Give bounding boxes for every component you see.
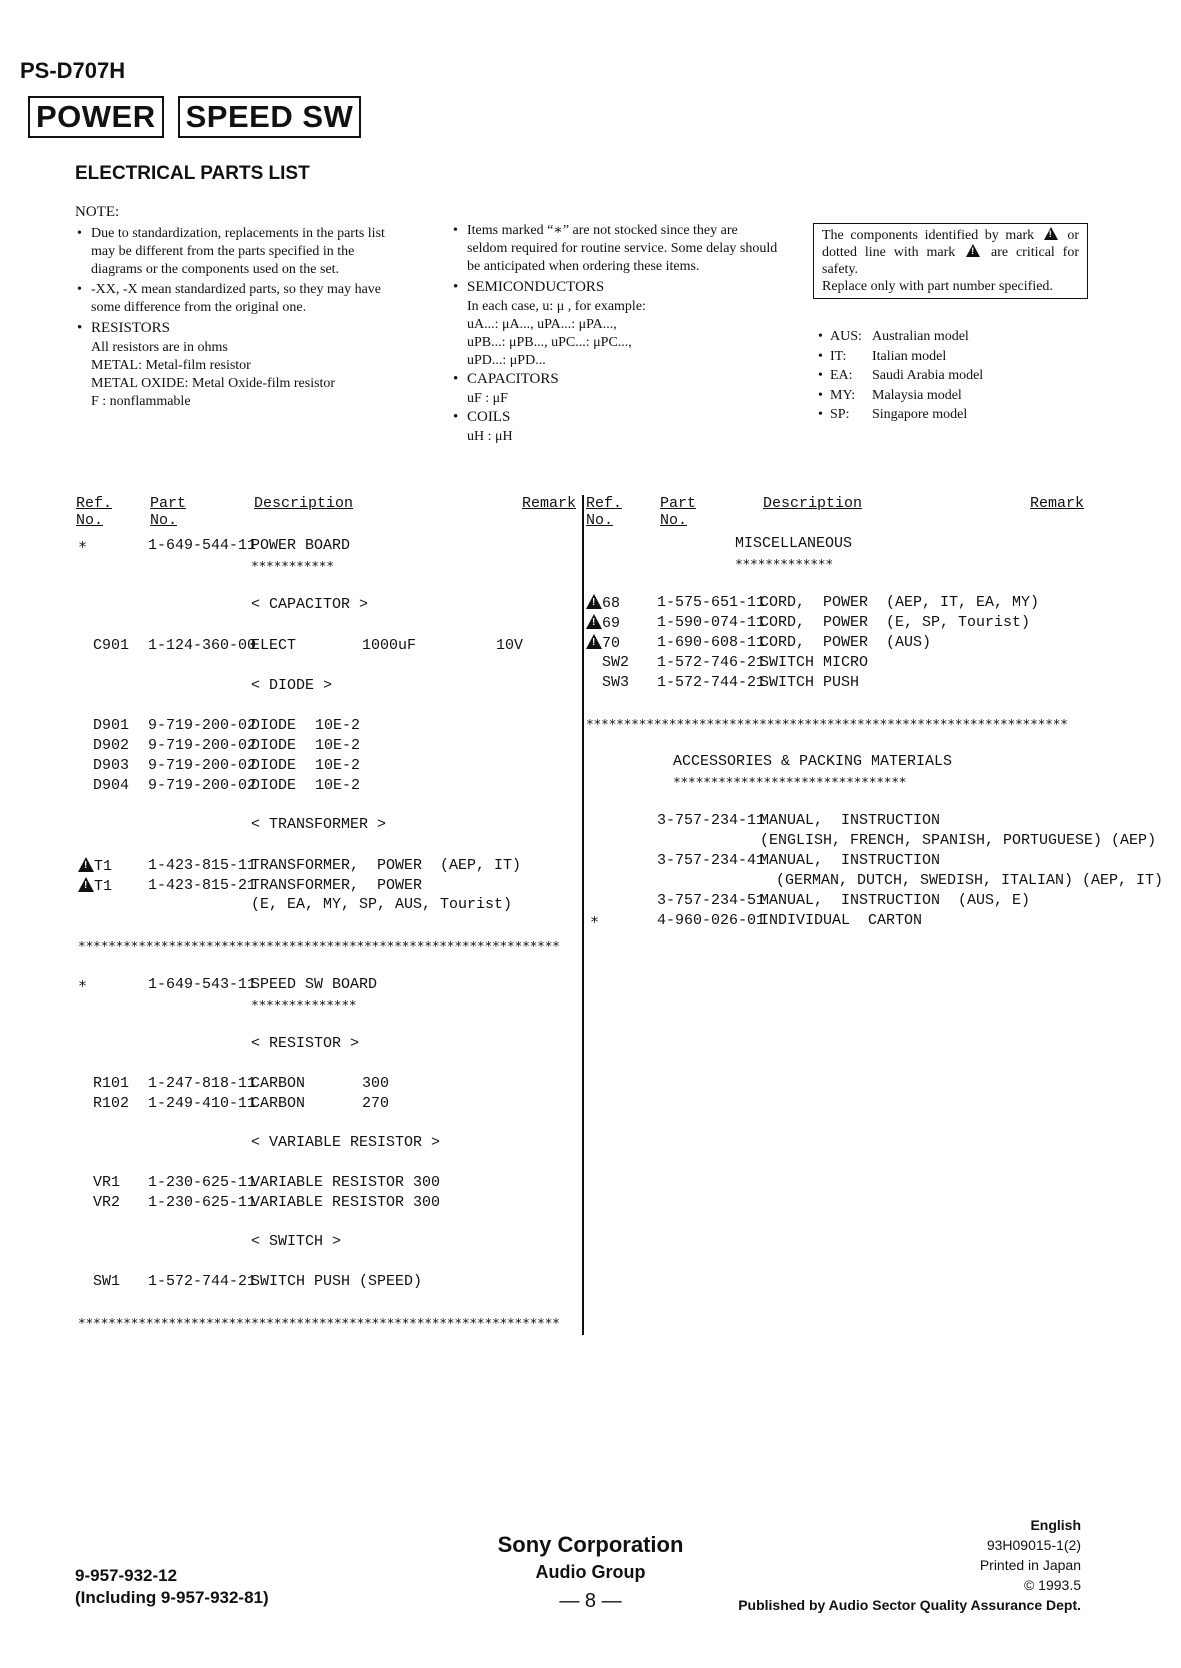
legend-item: • IT: Italian model [818,348,947,364]
note-resistor-metal: METAL: Metal-film resistor [91,358,251,373]
part-no: 1-572-744-21 [657,674,766,691]
separator-stars: ∗∗∗∗∗∗∗∗∗∗∗∗∗∗∗∗∗∗∗∗∗∗∗∗∗∗∗∗∗∗∗∗∗∗∗∗∗∗∗∗∗∗∗∗∗∗∗∗∗∗∗∗∗∗∗∗∗∗∗∗∗∗∗∗ [78,1314,560,1329]
legend-item: • EA: Saudi Arabia model [818,368,984,383]
col-remark-right: Remark [1030,495,1085,512]
part-no: 1-124-360-00 [148,637,257,654]
note-semi-2: uA...: μA..., uPA...: μPA..., [467,317,617,332]
value: 10E-2 [315,757,361,774]
group-heading: < DIODE > [251,677,333,694]
col-desc-right: Description [763,495,863,512]
group-name: Audio Group [535,1562,646,1582]
description-cont: (GERMAN, DUTCH, SWEDISH, ITALIAN) (AEP, IT) [776,872,1164,889]
legend-item: • MY: Malaysia model [818,387,962,403]
safety-notice-box [813,223,1088,299]
model-number: PS-D707H [20,58,126,83]
ref-no: VR1 [93,1174,121,1191]
part-no: 9-719-200-02 [148,777,257,794]
description: SWITCH PUSH [760,674,860,691]
warning-triangle-icon [586,634,602,649]
ref-no: D902 [93,737,130,754]
description: CORD, POWER (AEP, IT, EA, MY) [760,594,1040,611]
stars-line: ∗∗∗∗∗∗∗∗∗∗∗ [251,557,334,572]
part-no: 1-247-818-11 [148,1075,257,1092]
part-no: 1-572-744-21 [148,1273,257,1290]
stars-line: ∗∗∗∗∗∗∗∗∗∗∗∗∗ [735,555,833,570]
part-no: 1-230-625-11 [148,1194,257,1211]
part-no: 1-575-651-11 [657,594,766,611]
part-no: 1-649-544-11 [148,537,257,554]
description: TRANSFORMER, POWER [251,877,423,894]
note-resistor-f: F : nonflammable [91,394,191,409]
note-semiconductors: • SEMICONDUCTORS [451,278,781,296]
note-capacitors: • CAPACITORS [451,370,781,388]
model-legend [818,327,983,425]
safety-text-3: are critical for safety. [822,245,1080,277]
notes-col-1 [75,203,405,411]
part-no: 1-423-815-21 [148,877,257,894]
ref-no: R101 [93,1075,130,1092]
separator-stars: ∗∗∗∗∗∗∗∗∗∗∗∗∗∗∗∗∗∗∗∗∗∗∗∗∗∗∗∗∗∗∗∗∗∗∗∗∗∗∗∗∗∗∗∗∗∗∗∗∗∗∗∗∗∗∗∗∗∗∗∗∗∗∗∗ [586,715,1068,730]
remark: 10V [496,637,524,654]
ref-no: D903 [93,757,130,774]
description: CORD, POWER (E, SP, Tourist) [760,614,1031,631]
part-no: 1-590-074-11 [657,614,766,631]
group-heading: < SWITCH > [251,1233,342,1250]
safety-text-1: The components identified by mark [822,228,1035,243]
stars-line: ∗∗∗∗∗∗∗∗∗∗∗∗∗∗ [251,996,357,1011]
note-semi-3: uPB...: μPB..., uPC...: μPC..., [467,335,632,350]
print-code: 93H09015-1(2) [986,1537,1081,1553]
value: 300 [362,1075,390,1092]
note-standardization: • Due to standardization, replacements in the parts list may be different from the parts specified in the diagrams or the components used on the set. [75,225,405,279]
description: MANUAL, INSTRUCTION (AUS, E) [760,892,1031,909]
language: English [1030,1517,1081,1533]
description-cont: (E, EA, MY, SP, AUS, Tourist) [251,896,513,913]
col-part-left: Part No. [150,495,187,529]
col-part-right: Part No. [660,495,697,529]
tab-speed-sw: SPEED SW [178,96,362,138]
warning-triangle-icon [78,857,94,872]
value: 10E-2 [315,737,361,754]
value: 10E-2 [315,777,361,794]
section-tabs [28,96,361,138]
description: CORD, POWER (AUS) [760,634,932,651]
separator-stars: ∗∗∗∗∗∗∗∗∗∗∗∗∗∗∗∗∗∗∗∗∗∗∗∗∗∗∗∗∗∗∗∗∗∗∗∗∗∗∗∗∗∗∗∗∗∗∗∗∗∗∗∗∗∗∗∗∗∗∗∗∗∗∗∗ [78,937,560,952]
note-xx: • -XX, -X mean standardized parts, so they may have some difference from the original one. [75,281,405,317]
note-cap-1: uF : μF [467,391,508,406]
stars-line: ∗∗∗∗∗∗∗∗∗∗∗∗∗∗∗∗∗∗∗∗∗∗∗∗∗∗∗∗∗∗∗ [673,773,907,788]
value: 270 [362,1095,390,1112]
tab-power: POWER [28,96,164,138]
warning-triangle-icon [586,594,602,609]
printed-in: Printed in Japan [979,1557,1081,1573]
publisher: Published by Audio Sector Quality Assurance Dept. [738,1597,1081,1613]
ref-no: !70 [586,634,620,653]
ref-no: C901 [93,637,130,654]
page-heading: ELECTRICAL PARTS LIST [75,163,310,184]
description: SWITCH MICRO [760,654,869,671]
note-resistors: • RESISTORS [75,319,405,337]
part-no: 3-757-234-41 [657,852,766,869]
stock-mark: ∗ [78,976,88,993]
part-no: 9-719-200-02 [148,717,257,734]
description: INDIVIDUAL CARTON [760,912,923,929]
safety-text-2: or dotted line with mark [822,228,1080,260]
part-no: 3-757-234-51 [657,892,766,909]
ref-no: !69 [586,614,620,633]
stock-mark: ∗ [78,537,88,554]
note-title: NOTE: [75,204,120,220]
stock-mark: ∗ [590,912,600,929]
note-semi-4: uPD...: μPD... [467,353,546,368]
description: DIODE [251,777,297,794]
value: 1000uF [362,637,417,654]
part-no: 1-572-746-21 [657,654,766,671]
note-coil-1: uH : μH [467,429,513,444]
description: SWITCH PUSH (SPEED) [251,1273,423,1290]
document-number: 9-957-932-12 (Including 9-957-932-81) [75,1566,269,1607]
note-not-stocked: • Items marked “∗” are not stocked since they are seldom required for routine service. Some delay should be anticipated when ordering these items. [451,222,781,276]
ref-no: SW3 [602,674,630,691]
description: DIODE [251,757,297,774]
description: CARBON [251,1075,306,1092]
company-name: Sony Corporation [497,1532,684,1557]
description: ELECT [251,637,297,654]
safety-text-4: Replace only with part number specified. [822,279,1053,294]
publication-info [738,1515,1081,1615]
part-no: 1-249-410-11 [148,1095,257,1112]
notes-col-2 [451,222,781,446]
ref-no: R102 [93,1095,130,1112]
part-no: 1-649-543-11 [148,976,257,993]
group-heading: ACCESSORIES & PACKING MATERIALS [673,753,953,770]
ref-no: SW1 [93,1273,121,1290]
warning-triangle-icon [966,244,980,257]
note-semi-1: In each case, u: μ , for example: [467,299,646,314]
col-ref-right: Ref. No. [586,495,623,529]
note-resistor-oxide: METAL OXIDE: Metal Oxide-film resistor [91,376,336,391]
ref-no: SW2 [602,654,630,671]
description: VARIABLE RESISTOR 300 [251,1194,441,1211]
description: DIODE [251,737,297,754]
description: MANUAL, INSTRUCTION [760,852,941,869]
group-heading: < RESISTOR > [251,1035,360,1052]
page-number: — 8 — [559,1590,622,1612]
part-no: 3-757-234-11 [657,812,766,829]
description: MANUAL, INSTRUCTION [760,812,941,829]
legend-item: • SP: Singapore model [818,407,968,422]
group-heading: < TRANSFORMER > [251,816,387,833]
part-no: 1-230-625-11 [148,1174,257,1191]
part-no: 9-719-200-02 [148,737,257,754]
ref-no: !T1 [78,877,112,896]
note-coils: • COILS [451,408,781,426]
col-remark-left: Remark [522,495,577,512]
part-no: 1-423-815-11 [148,857,257,874]
value: 10E-2 [315,717,361,734]
part-no: 1-690-608-11 [657,634,766,651]
note-resistor-ohms: All resistors are in ohms [91,340,228,355]
ref-no: !68 [586,594,620,613]
warning-triangle-icon [78,877,94,892]
ref-no: D904 [93,777,130,794]
part-no: 4-960-026-01 [657,912,766,929]
group-heading: < CAPACITOR > [251,596,369,613]
description: DIODE [251,717,297,734]
description: TRANSFORMER, POWER (AEP, IT) [251,857,522,874]
ref-no: VR2 [93,1194,121,1211]
warning-triangle-icon [586,614,602,629]
warning-triangle-icon [1044,227,1058,240]
col-desc-left: Description [254,495,354,512]
board-title: SPEED SW BOARD [251,976,378,993]
description: CARBON [251,1095,306,1112]
part-no: 9-719-200-02 [148,757,257,774]
col-ref-left: Ref. No. [76,495,113,529]
description-cont: (ENGLISH, FRENCH, SPANISH, PORTUGUESE) (AEP) [760,832,1157,849]
ref-no: D901 [93,717,130,734]
legend-item: • AUS: Australian model [818,329,969,344]
description: VARIABLE RESISTOR 300 [251,1174,441,1191]
group-heading: < VARIABLE RESISTOR > [251,1134,441,1151]
ref-no: !T1 [78,857,112,876]
group-heading: MISCELLANEOUS [735,535,853,552]
board-title: POWER BOARD [251,537,351,554]
copyright: © 1993.5 [1023,1577,1081,1593]
column-divider [582,495,584,1335]
